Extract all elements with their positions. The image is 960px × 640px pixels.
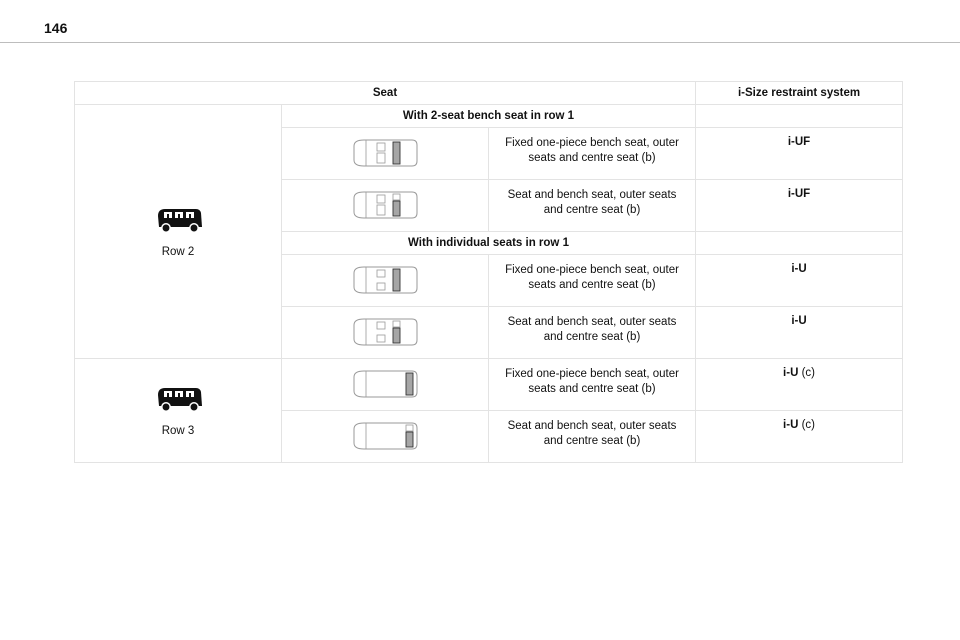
seat-description: Seat and bench seat, outer seats and centre seat (b) [489,180,696,232]
van-top-view-diagram [350,137,420,169]
van-top-view-diagram [350,420,420,452]
van-icon [152,384,204,414]
page-number: 146 [44,20,68,36]
seat-restraint-table [74,81,903,463]
restraint-value: i-UF [696,180,903,232]
table-row [75,359,903,411]
seat-description: Fixed one-piece bench seat, outer seats and centre seat (b) [489,359,696,411]
seat-description: Seat and bench seat, outer seats and centre seat (b) [489,411,696,463]
seat-description: Seat and bench seat, outer seats and centre seat (b) [489,307,696,359]
seat-diagram-cell [282,255,489,307]
subsection-individual-seats-title: With individual seats in row 1 [282,232,696,255]
table-header-row [75,82,903,105]
row-3-label: Row 3 [161,425,195,437]
seat-diagram-cell [282,128,489,180]
row-2-cell [75,105,282,359]
seat-diagram-cell [282,307,489,359]
restraint-value: i-U (c) [696,411,903,463]
header-rule [0,42,960,43]
van-icon [152,205,204,235]
restraint-value: i-U [696,255,903,307]
seat-description: Fixed one-piece bench seat, outer seats and centre seat (b) [489,255,696,307]
seat-description: Fixed one-piece bench seat, outer seats and centre seat (b) [489,128,696,180]
restraint-value: i-U [696,307,903,359]
header-restraint-system: i-Size restraint system [696,82,903,105]
seat-diagram-cell [282,359,489,411]
restraint-value: i-UF [696,128,903,180]
header-seat: Seat [75,82,696,105]
van-top-view-diagram [350,264,420,296]
seat-diagram-cell [282,411,489,463]
van-top-view-diagram [350,368,420,400]
row-3-cell [75,359,282,463]
row-2-label: Row 2 [161,246,195,258]
restraint-value: i-U (c) [696,359,903,411]
subsection-2-seat-bench-title: With 2-seat bench seat in row 1 [282,105,696,128]
van-top-view-diagram [350,316,420,348]
van-top-view-diagram [350,189,420,221]
seat-diagram-cell [282,180,489,232]
